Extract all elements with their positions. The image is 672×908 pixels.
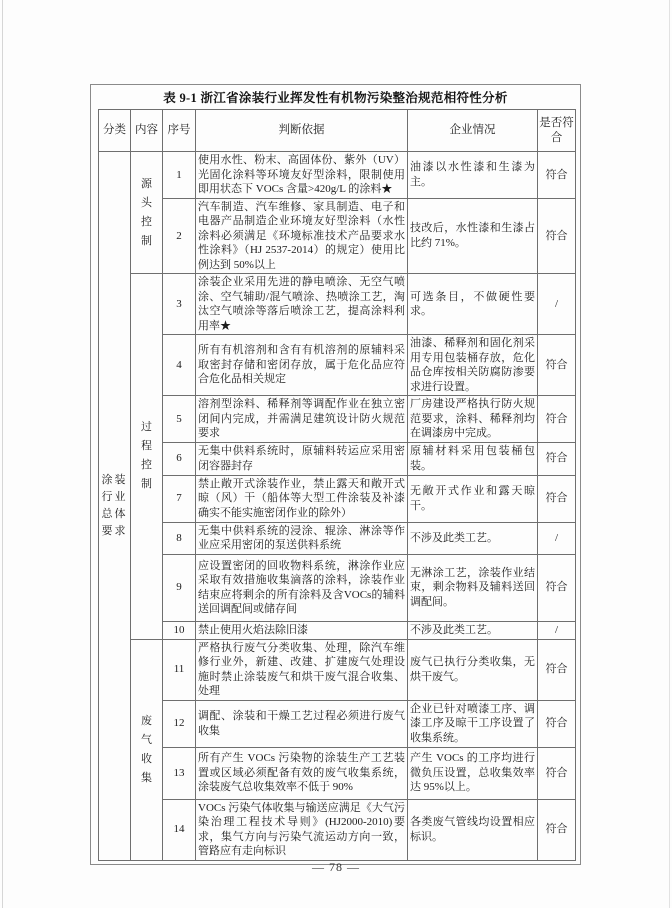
- row-no-cell: 13: [163, 747, 196, 799]
- group-cell-waste-gas-collection: 废气收集: [131, 639, 163, 860]
- compliance-cell: 符合: [538, 554, 576, 621]
- row-no-cell: 7: [163, 475, 196, 522]
- compliance-cell: /: [538, 621, 576, 639]
- page-number: — 78 —: [312, 860, 360, 874]
- compliance-cell: 符合: [538, 747, 576, 799]
- compliance-cell: 符合: [538, 475, 576, 522]
- row-no-cell: 4: [163, 335, 196, 396]
- compliance-cell: 符合: [538, 799, 576, 860]
- situation-cell: 油漆以水性漆和生漆为主。: [408, 152, 538, 199]
- table-row: [99, 700, 576, 747]
- situation-cell: 不涉及此类工艺。: [408, 522, 538, 554]
- basis-cell: 禁止使用火焰法除旧漆: [196, 621, 408, 639]
- col-header-no: 序号: [163, 110, 196, 152]
- compliance-cell: 符合: [538, 639, 576, 700]
- table-row: [99, 274, 576, 335]
- basis-cell: 无集中供料系统时，原辅料转运应采用密闭容器封存: [196, 442, 408, 475]
- table-section: [90, 84, 581, 865]
- table-row: [99, 396, 576, 443]
- header-row: [99, 110, 576, 152]
- basis-cell: 溶剂型涂料、稀释剂等调配作业在独立密闭间内完成，并需满足建筑设计防火规范要求: [196, 396, 408, 443]
- table-row: [99, 747, 576, 799]
- table-row: [99, 554, 576, 621]
- basis-cell: 禁止敞开式涂装作业，禁止露天和敞开式晾（风）干（船体等大型工件涂装及补漆确实不能实施密闭作业的除外）: [196, 475, 408, 522]
- compliance-cell: 符合: [538, 396, 576, 443]
- situation-cell: 厂房建设严格执行防火规范要求，涂料、稀释剂均在调漆房中完成。: [408, 396, 538, 443]
- scan-edge-right: [669, 0, 670, 908]
- basis-cell: 所有有机溶剂和含有有机溶剂的原辅料采取密封存储和密闭存放，属于危化品应符合危化品相关规定: [196, 335, 408, 396]
- table-row: [99, 152, 576, 199]
- col-header-content: 内容: [131, 110, 163, 152]
- basis-cell: 应设置密闭的回收物料系统，淋涂作业应采取有效措施收集滴落的涂料，涂装作业结束应将剩余的所有涂料及含VOCs的辅料送回调配间或储存间: [196, 554, 408, 621]
- table-row: [99, 522, 576, 554]
- situation-cell: 企业已针对喷漆工序、调漆工序及晾干工序设置了收集系统。: [408, 700, 538, 747]
- basis-cell: 所有产生 VOCs 污染物的涂装生产工艺装置或区域必须配备有效的废气收集系统，涂装废气总收集效率不低于 90%: [196, 747, 408, 799]
- col-header-compliance: 是否符合: [538, 110, 576, 152]
- col-header-basis: 判断依据: [196, 110, 408, 152]
- situation-cell: 技改后，水性漆和生漆占比约 71%。: [408, 198, 538, 274]
- row-no-cell: 10: [163, 621, 196, 639]
- situation-cell: 油漆、稀释剂和固化剂采用专用包装桶存放，危化品仓库按相关防腐防渗要求进行设置。: [408, 335, 538, 396]
- compliance-table: [98, 109, 576, 861]
- scan-edge-left: [2, 0, 3, 908]
- situation-cell: 无敞开式作业和露天晾干。: [408, 475, 538, 522]
- basis-cell: 无集中供料系统的浸涂、辊涂、淋涂等作业应采用密闭的泵送供料系统: [196, 522, 408, 554]
- row-no-cell: 5: [163, 396, 196, 443]
- row-no-cell: 6: [163, 442, 196, 475]
- row-no-cell: 14: [163, 799, 196, 860]
- group-cell-source-control: 源头控制: [131, 152, 163, 274]
- table-row: [99, 442, 576, 475]
- col-header-category: 分类: [99, 110, 131, 152]
- table-row: [99, 621, 576, 639]
- basis-cell: 涂装企业采用先进的静电喷涂、无空气喷涂、空气辅助/混气喷涂、热喷涂工艺，淘汰空气喷涂等落后喷涂工艺，提高涂料利用率★: [196, 274, 408, 335]
- compliance-cell: 符合: [538, 700, 576, 747]
- table-title: 表 9-1 浙江省涂装行业挥发性有机物污染整治规范相符性分析: [163, 91, 508, 105]
- compliance-cell: 符合: [538, 335, 576, 396]
- compliance-cell: 符合: [538, 442, 576, 475]
- basis-cell: 调配、涂装和干燥工艺过程必须进行废气收集: [196, 700, 408, 747]
- row-no-cell: 9: [163, 554, 196, 621]
- table-row: [99, 799, 576, 860]
- table-row: [99, 475, 576, 522]
- basis-cell: VOCs 污染气体收集与输送应满足《大气污染治理工程技术导则》(HJ2000-2010)要求，集气方向与污染气流运动方向一致，管路应有走向标识: [196, 799, 408, 860]
- compliance-cell: 符合: [538, 198, 576, 274]
- situation-cell: 可选条目，不做硬性要求。: [408, 274, 538, 335]
- situation-cell: 原辅材料采用包装桶包装。: [408, 442, 538, 475]
- basis-cell: 使用水性、粉末、高固体份、紫外（UV）光固化涂料等环境友好型涂料，限制使用即用状态下 VOCs 含量>420g/L 的涂料★: [196, 152, 408, 199]
- row-no-cell: 1: [163, 152, 196, 199]
- situation-cell: 产生 VOCs 的工序均进行微负压设置，总收集效率达 95%以上。: [408, 747, 538, 799]
- col-header-situation: 企业情况: [408, 110, 538, 152]
- row-no-cell: 2: [163, 198, 196, 274]
- basis-cell: 严格执行废气分类收集、处理，除汽车维修行业外，新建、改建、扩建废气处理设施时禁止涂装废气和烘干废气混合收集、处理: [196, 639, 408, 700]
- category-cell: 涂装行业总体要求: [99, 152, 131, 861]
- table-row: [99, 335, 576, 396]
- compliance-cell: /: [538, 522, 576, 554]
- group-cell-process-control: 过程控制: [131, 274, 163, 640]
- row-no-cell: 8: [163, 522, 196, 554]
- situation-cell: 无淋涂工艺，涂装作业结束，剩余物料及辅料送回调配间。: [408, 554, 538, 621]
- situation-cell: 不涉及此类工艺。: [408, 621, 538, 639]
- row-no-cell: 11: [163, 639, 196, 700]
- compliance-cell: /: [538, 274, 576, 335]
- row-no-cell: 12: [163, 700, 196, 747]
- table-row: [99, 198, 576, 274]
- table-row: [99, 639, 576, 700]
- situation-cell: 各类废气管线均设置相应标识。: [408, 799, 538, 860]
- situation-cell: 废气已执行分类收集，无烘干废气。: [408, 639, 538, 700]
- row-no-cell: 3: [163, 274, 196, 335]
- compliance-cell: 符合: [538, 152, 576, 199]
- basis-cell: 汽车制造、汽车维修、家具制造、电子和电器产品制造企业环境友好型涂料（水性涂料必须满足《环境标准技术产品要求水性涂料》（HJ 2537-2014）的规定）使用比例达到 50%以上: [196, 198, 408, 274]
